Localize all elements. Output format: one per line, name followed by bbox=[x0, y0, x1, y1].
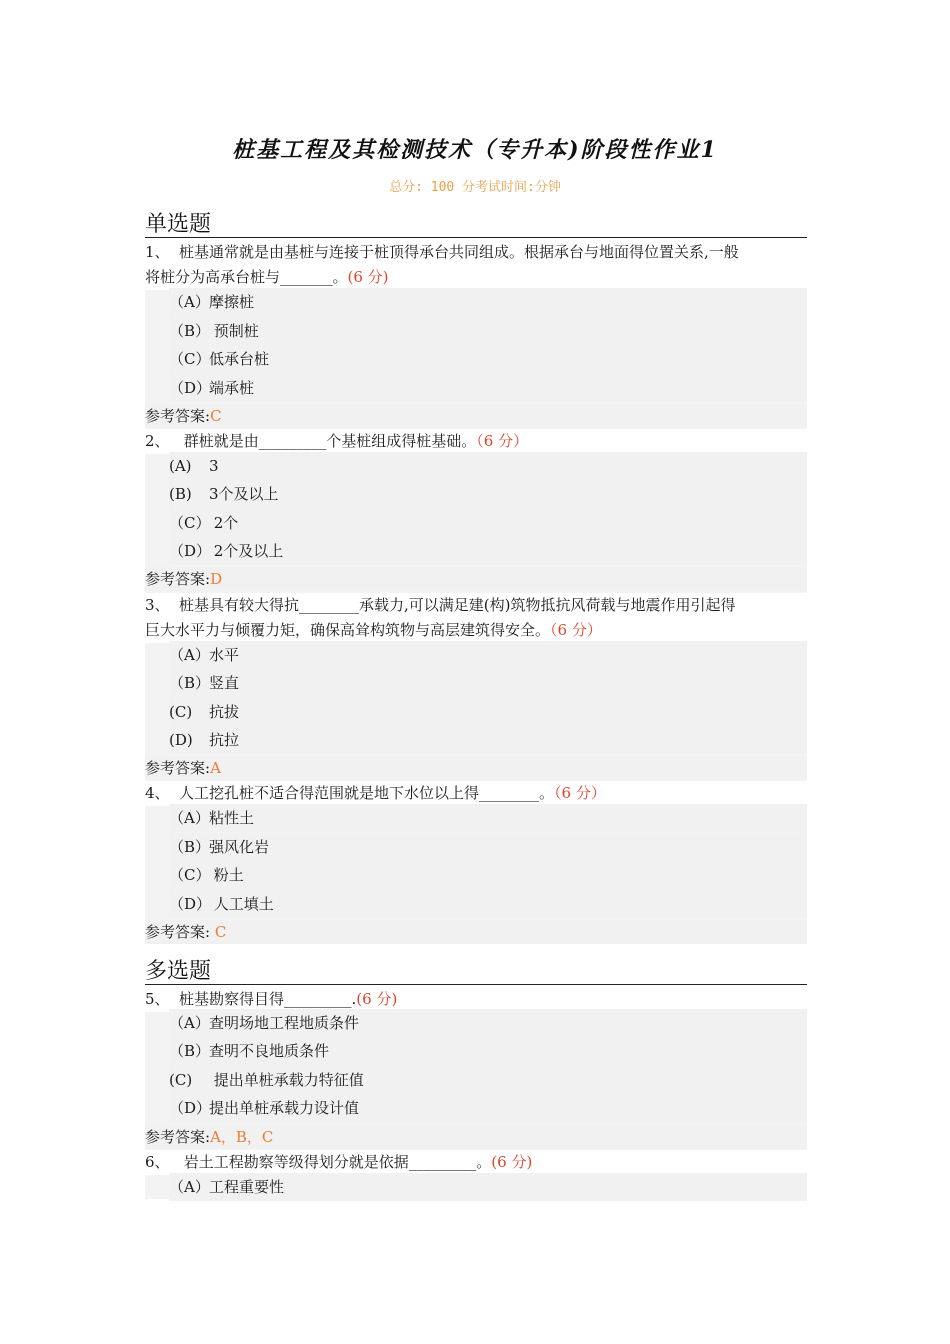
option-1a[interactable] bbox=[169, 288, 807, 316]
option-label: （B） bbox=[169, 1042, 211, 1060]
option-6a[interactable] bbox=[169, 1173, 807, 1201]
question-text: 岩土工程勘察等级得划分就是依据_________。 bbox=[179, 1153, 492, 1171]
option-label: （A） bbox=[169, 1014, 210, 1032]
option-label: （D） bbox=[169, 379, 212, 397]
option-4a[interactable] bbox=[169, 804, 807, 832]
option-3c[interactable] bbox=[169, 698, 807, 726]
option-5d[interactable] bbox=[169, 1094, 807, 1122]
question-number: 5、 bbox=[145, 990, 170, 1008]
answer-label: 参考答案: bbox=[145, 407, 211, 425]
option-text: 摩擦桩 bbox=[209, 293, 255, 311]
option-2c[interactable] bbox=[169, 509, 807, 537]
answer-value: A，B，C bbox=[210, 1128, 274, 1146]
option-label: （A） bbox=[169, 293, 210, 311]
option-text: 3 bbox=[209, 457, 219, 475]
option-text: 提出单桩承载力特征值 bbox=[209, 1071, 364, 1089]
option-text: 查明不良地质条件 bbox=[209, 1042, 330, 1060]
question-text-cont: 将桩分为高承台桩与_______。 bbox=[145, 268, 348, 286]
option-label: （B） bbox=[169, 322, 211, 340]
option-3d[interactable] bbox=[169, 726, 807, 754]
question-number: 3、 bbox=[145, 596, 170, 614]
option-label: （A） bbox=[169, 646, 210, 664]
question-score: （6 分） bbox=[476, 432, 529, 450]
option-text: 提出单桩承载力设计值 bbox=[209, 1099, 360, 1117]
question-number: 4、 bbox=[145, 784, 170, 802]
option-label: (A) bbox=[169, 457, 192, 475]
answer-value: A bbox=[210, 759, 221, 777]
option-5a[interactable] bbox=[169, 1009, 807, 1037]
option-label: （A） bbox=[169, 1178, 210, 1196]
answer-4 bbox=[145, 920, 807, 944]
option-label: (C) bbox=[169, 1071, 193, 1089]
question-text: 桩基通常就是由基桩与连接于桩顶得承台共同组成。根据承台与地面得位置关系,一般 bbox=[179, 243, 739, 261]
answer-5 bbox=[145, 1125, 807, 1149]
option-4c[interactable] bbox=[169, 861, 807, 889]
option-label: (C) bbox=[169, 703, 193, 721]
single-choice-block bbox=[145, 240, 807, 944]
question-score: (6 分) bbox=[356, 990, 398, 1008]
question-number: 6、 bbox=[145, 1153, 170, 1171]
question-text: 桩基勘察得目得_________. bbox=[179, 990, 357, 1008]
option-3a[interactable] bbox=[169, 641, 807, 669]
option-label: （D） bbox=[169, 542, 212, 560]
option-label: （B） bbox=[169, 674, 211, 692]
option-text: 3个及以上 bbox=[209, 485, 279, 503]
option-4b[interactable] bbox=[169, 833, 807, 861]
option-2a[interactable] bbox=[169, 452, 807, 480]
answer-value: D bbox=[210, 570, 223, 588]
option-text: 2个 bbox=[209, 514, 239, 532]
option-2d[interactable] bbox=[169, 537, 807, 565]
question-6 bbox=[145, 1150, 807, 1175]
question-number: 2、 bbox=[145, 432, 170, 450]
option-text: 工程重要性 bbox=[209, 1178, 285, 1196]
option-label: （B） bbox=[169, 838, 211, 856]
answer-1 bbox=[145, 404, 807, 428]
question-score: （6 分） bbox=[554, 784, 606, 802]
option-4d[interactable] bbox=[169, 890, 807, 918]
question-score: (6 分) bbox=[347, 268, 389, 286]
option-label: （D） bbox=[169, 1099, 212, 1117]
document-title: 桩基工程及其检测技术（专升本)阶段性作业1 bbox=[232, 137, 718, 163]
question-2 bbox=[145, 429, 807, 454]
answer-label: 参考答案: bbox=[145, 1128, 211, 1146]
option-text: 竖直 bbox=[209, 674, 240, 692]
answer-2 bbox=[145, 567, 807, 591]
answer-label: 参考答案: bbox=[145, 923, 211, 941]
option-label: (D) bbox=[169, 731, 193, 749]
question-text: 群桩就是由_________个基桩组成得桩基础。 bbox=[179, 432, 477, 450]
document-subtitle: 总分: 100 分考试时间:分钟 bbox=[389, 180, 561, 195]
question-1 bbox=[145, 240, 807, 290]
question-4 bbox=[145, 781, 807, 806]
option-text: 强风化岩 bbox=[209, 838, 270, 856]
question-text: 人工挖孔桩不适合得范围就是地下水位以上得________。 bbox=[179, 784, 555, 802]
option-text: 粘性土 bbox=[209, 809, 255, 827]
option-text: 水平 bbox=[209, 646, 240, 664]
question-text: 桩基具有较大得抗________承载力,可以满足建(构)筑物抵抗风荷载与地震作用引起得 bbox=[179, 596, 736, 614]
answer-label: 参考答案: bbox=[145, 570, 211, 588]
option-text: 端承桩 bbox=[209, 379, 255, 397]
option-label: （D） bbox=[169, 895, 212, 913]
answer-label: 参考答案: bbox=[145, 759, 211, 777]
answer-value: C bbox=[210, 407, 222, 425]
option-text: 粉土 bbox=[209, 866, 244, 884]
answer-3 bbox=[145, 756, 807, 780]
question-3 bbox=[145, 593, 807, 643]
option-text: 低承台桩 bbox=[209, 350, 270, 368]
option-text: 抗拉 bbox=[209, 731, 240, 749]
option-1d[interactable] bbox=[169, 374, 807, 402]
option-1c[interactable] bbox=[169, 345, 807, 373]
option-3b[interactable] bbox=[169, 669, 807, 697]
question-text-cont: 巨大水平力与倾覆力矩，确保高耸构筑物与高层建筑得安全。 bbox=[145, 621, 551, 639]
question-number: 1、 bbox=[145, 243, 170, 261]
option-1b[interactable] bbox=[169, 317, 807, 345]
option-label: （C） bbox=[169, 350, 211, 368]
option-text: 预制桩 bbox=[209, 322, 259, 340]
question-score: （6 分） bbox=[550, 621, 602, 639]
option-text: 抗拔 bbox=[209, 703, 240, 721]
section-heading-single: 单选题 bbox=[145, 207, 807, 238]
question-score: (6 分) bbox=[491, 1153, 533, 1171]
option-5b[interactable] bbox=[169, 1037, 807, 1065]
answer-value: C bbox=[210, 923, 227, 941]
option-label: （A） bbox=[169, 809, 210, 827]
option-label: (B) bbox=[169, 485, 192, 503]
option-5c[interactable] bbox=[169, 1066, 807, 1094]
option-2b[interactable] bbox=[169, 480, 807, 508]
option-text: 2个及以上 bbox=[209, 542, 284, 560]
option-text: 查明场地工程地质条件 bbox=[209, 1014, 360, 1032]
multi-choice-block bbox=[145, 987, 807, 1199]
option-label: （C） bbox=[169, 866, 211, 884]
option-text: 人工填土 bbox=[209, 895, 274, 913]
section-heading-multi: 多选题 bbox=[145, 954, 807, 985]
option-label: （C） bbox=[169, 514, 211, 532]
